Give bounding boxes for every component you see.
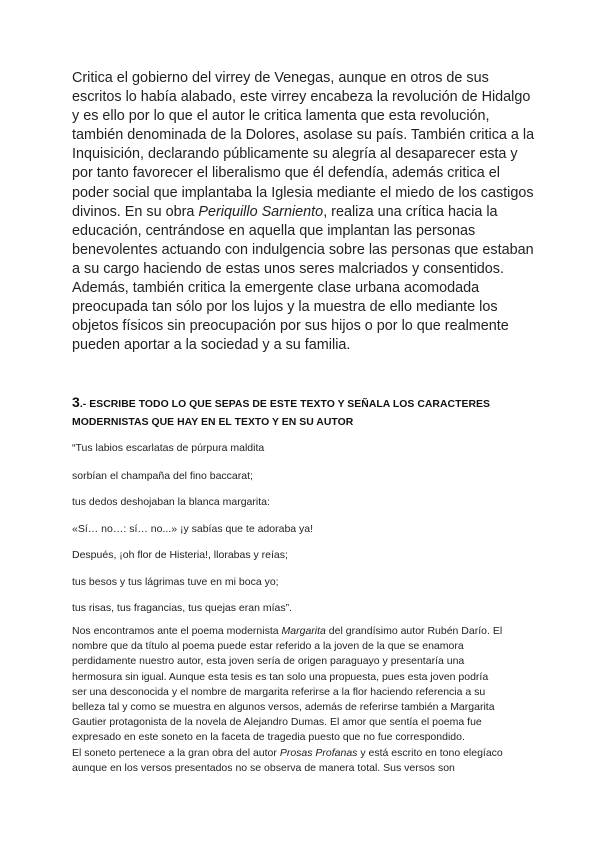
- heading-line-1: [72, 393, 542, 414]
- poem-verse: “Tus labios escarlatas de púrpura maldita: [72, 442, 265, 454]
- text-line: por tanto favorecer el liberalismo que él defendía, además critica el: [72, 165, 500, 182]
- book-title: Prosas Profanas: [279, 746, 358, 759]
- text-line: benevolentes actuando con indulgencia sobre las personas que estaban: [72, 241, 534, 258]
- poem-verse: tus dedos deshojaban la blanca margarita:: [72, 496, 270, 508]
- text-line: ser una desconocida y el nombre de margarita referirse a la flor haciendo referencia a su: [72, 685, 486, 698]
- text-line: Critica el gobierno del virrey de Venegas, aunque en otros de sus: [72, 70, 489, 86]
- text-line: perdidamente nuestro autor, esta joven sería de origen paraguayo y presentaría una: [72, 655, 465, 668]
- text-line: pueden aportar a la sociedad y a su familia.: [72, 337, 351, 354]
- text-line: Además, también critica la emergente clase urbana acomodada: [72, 280, 480, 297]
- text-line: hermosura sin igual. Aunque esta tesis es tan solo una propuesta, pues esta joven podría: [72, 670, 489, 683]
- intro-paragraph: [72, 69, 542, 355]
- text-line: [72, 203, 542, 222]
- text-line: expresado en este soneto en la faceta de tragedia puesto que no fue correspondido.: [72, 731, 465, 744]
- text-run: del grandísimo autor Rubén Darío. El: [325, 625, 503, 637]
- text-line: [72, 624, 542, 639]
- text-line: también denominada de la Dolores, asolase su país. También critica a la: [72, 127, 535, 144]
- text-run: divinos. En su obra: [72, 203, 199, 220]
- text-line: a su cargo haciendo de estas unos seres malcriados y consentidos.: [72, 260, 504, 277]
- question-heading: [72, 393, 542, 432]
- analysis-paragraph: [72, 624, 542, 776]
- heading-line-2: MODERNISTAS QUE HAY EN EL TEXTO Y EN SU AUTOR: [72, 417, 354, 428]
- text-line: objetos físicos sin preocupación por sus hijos o por lo que realmente: [72, 318, 509, 335]
- text-run: y está escrito en tono elegíaco: [357, 746, 503, 759]
- text-line: Gautier protagonista de la novela de Alejandro Dumas. El amor que sentía el poema fue: [72, 716, 482, 729]
- text-line: poder social que implantaba la Iglesia mediante el miedo de los castigos: [72, 184, 534, 201]
- text-line: nombre que da título al poema puede estar referido a la joven de la que se enamora: [72, 640, 464, 653]
- text-run: El soneto pertenece a la gran obra del autor: [72, 746, 280, 759]
- text-line: Inquisición, declarando públicamente su alegría al desaparecer esta y: [72, 146, 518, 163]
- text-line: educación, centrándose en aquella que implantan las personas: [72, 222, 476, 239]
- text-line: escritos lo había alabado, este virrey encabeza la revolución de Hidalgo: [72, 89, 531, 106]
- text-run: Nos encontramos ante el poema modernista: [72, 625, 282, 637]
- poem-title: Margarita: [281, 625, 326, 637]
- text-line: [72, 746, 542, 761]
- poem-verse: tus besos y tus lágrimas tuve en mi boca yo;: [72, 576, 279, 588]
- poem-verse: «Sí… no…: sí… no...» ¡y sabías que te adoraba ya!: [72, 523, 314, 535]
- text-line: y es ello por lo que el autor le critica lamenta que esta revolución,: [72, 108, 490, 125]
- text-line: belleza tal y como se muestra en algunos versos, además de referirse también a Margarita: [72, 701, 495, 714]
- heading-text: .- ESCRIBE TODO LO QUE SEPAS DE ESTE TEXTO Y SEÑALA LOS CARACTERES: [79, 399, 490, 410]
- text-run: , realiza una crítica hacia la: [323, 203, 498, 220]
- book-title: Periquillo Sarniento: [198, 203, 324, 220]
- poem-verse: tus risas, tus fragancias, tus quejas eran mías”.: [72, 602, 293, 614]
- poem-verse: Después, ¡oh flor de Histeria!, llorabas y reías;: [72, 549, 288, 561]
- text-line: aunque en los versos presentados no se observa de manera total. Sus versos son: [72, 761, 455, 774]
- poem-verse: sorbían el champaña del fino baccarat;: [72, 470, 253, 482]
- question-number: 3: [72, 394, 80, 410]
- text-line: preocupada tan sólo por los lujos y la muestra de ello mediante los: [72, 299, 498, 316]
